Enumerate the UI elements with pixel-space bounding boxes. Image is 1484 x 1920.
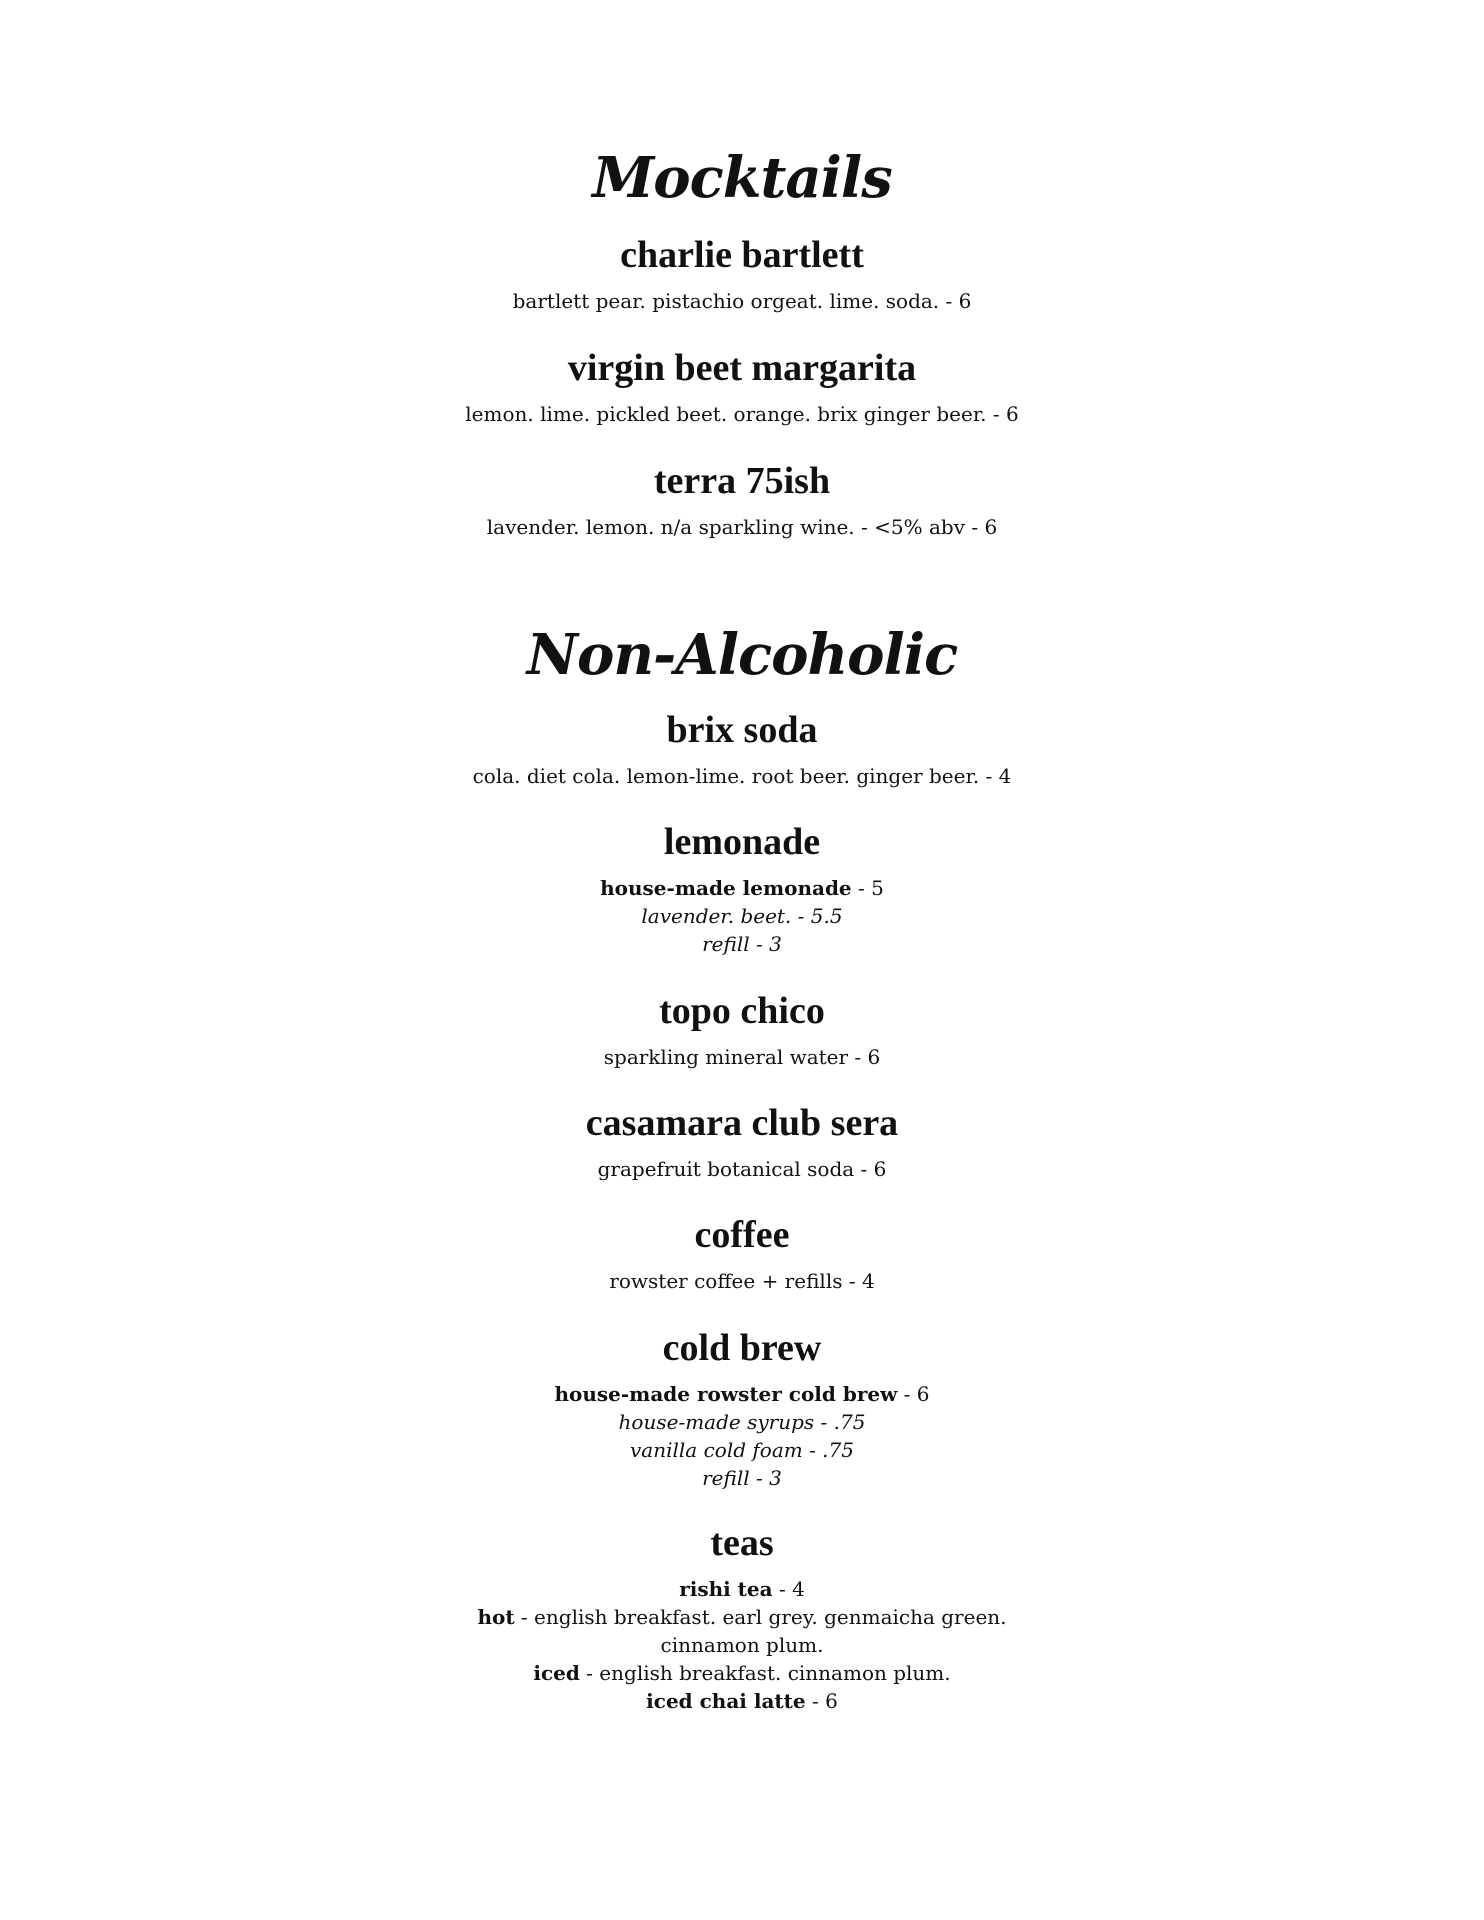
item-bold-label: rishi tea [679,1577,773,1601]
item-variant: vanilla cold foam - .75 [630,1438,854,1462]
item-bold-label: iced chai latte [646,1689,806,1713]
item-detail: - 6 [897,1382,930,1406]
menu-item [0,1326,1484,1492]
item-description [0,1687,1484,1715]
menu-item [0,989,1484,1071]
menu-item [0,1101,1484,1183]
menu-item [0,346,1484,428]
item-bold-label: house-made lemonade [600,876,852,900]
item-description: rowster coffee + refills - 4 [609,1269,875,1293]
item-bold-label: house-made rowster cold brew [554,1382,898,1406]
item-description [0,1575,1484,1603]
item-variant: refill - 3 [702,932,782,956]
menu-item [0,233,1484,315]
section-title-non-alcoholic: Non-Alcoholic [526,622,958,688]
menu-item [0,1213,1484,1295]
item-description [0,874,1484,902]
item-name: charlie bartlett [620,234,864,276]
item-detail: - english breakfast. earl grey. genmaicha green. [514,1605,1007,1629]
item-bold-label: iced [533,1661,580,1685]
item-name: lemonade [663,821,821,863]
item-variant: refill - 3 [702,1466,782,1490]
item-name: topo chico [659,990,825,1032]
item-description [0,1380,1484,1408]
item-detail: - 5 [851,876,884,900]
item-detail: - 4 [772,1577,805,1601]
menu-item [0,708,1484,790]
item-description: sparkling mineral water - 6 [603,1045,881,1069]
item-variant: house-made syrups - .75 [618,1410,866,1434]
item-description: bartlett pear. pistachio orgeat. lime. soda. - 6 [512,289,972,313]
item-name: coffee [694,1214,790,1256]
item-description: cola. diet cola. lemon-lime. root beer. ginger beer. - 4 [472,764,1012,788]
item-name: virgin beet margarita [567,347,917,389]
item-name: brix soda [666,709,818,751]
item-name: terra 75ish [653,460,831,502]
section-title-mocktails: Mocktails [592,145,892,211]
item-name: cold brew [662,1327,822,1369]
menu-item [0,1521,1484,1715]
item-name: teas [710,1522,774,1564]
item-description: lemon. lime. pickled beet. orange. brix ginger beer. - 6 [465,402,1019,426]
item-description: grapefruit botanical soda - 6 [597,1157,887,1181]
item-description [0,1659,1484,1687]
menu-item [0,459,1484,541]
item-bold-label: hot [477,1605,515,1629]
item-variant: lavender. beet. - 5.5 [641,904,843,928]
item-detail: - english breakfast. cinnamon plum. [579,1661,951,1685]
menu-item [0,820,1484,958]
item-detail: - 6 [805,1689,838,1713]
item-description: cinnamon plum. [660,1633,824,1657]
item-description [0,1603,1484,1631]
item-name: casamara club sera [585,1102,899,1144]
item-description: lavender. lemon. n/a sparkling wine. - <5% abv - 6 [486,515,998,539]
